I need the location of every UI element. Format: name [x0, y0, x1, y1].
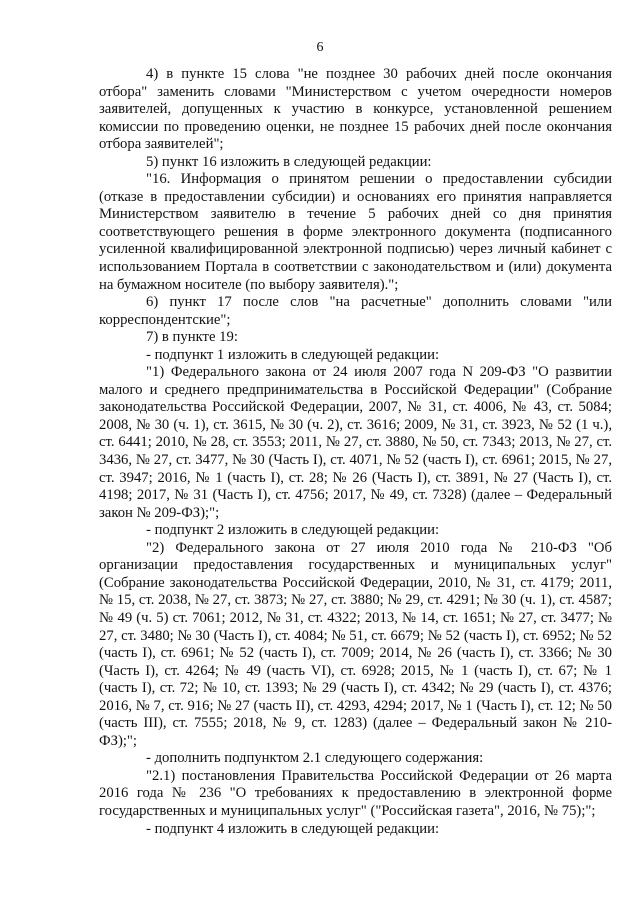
- paragraph-subclause-2-1-text: "2.1) постановления Правительства Российской Федерации от 26 марта 2016 года № 236 "О требованиях к предоставлению в электронной форме государственных и муниципальных услуг" ("Российская газета", 2016, № 75);";: [99, 767, 612, 819]
- paragraph-subclause-4-heading: - подпункт 4 изложить в следующей редакции:: [146, 820, 440, 837]
- paragraph-subclause-2-heading: - подпункт 2 изложить в следующей редакции:: [146, 522, 440, 539]
- paragraph-item-5-heading: 5) пункт 16 изложить в следующей редакции:: [146, 153, 432, 170]
- paragraph-subclause-1-text: "1) Федерального закона от 24 июля 2007 года N 209-ФЗ "О развитии малого и среднего предпринимательства в Российской Федерации" (Собрание законодательства Российской Федерации, 2007, № 31, ст. 4006, № 43, ст. 5084; 2008, № 30 (ч. 1), ст. 3615, № 30 (ч. 2), ст. 3616; 2009, № 31, ст. 3923, № 52 (1 ч.), ст. 6441; 2010, № 28, ст. 3553; 2011, № 27, ст. 3880, № 50, ст. 7343; 2013, № 27, ст. 3436, № 27, ст. 3477, № 30 (Часть I), ст. 4071, № 52 (часть I), ст. 6961; 2015, № 27, ст. 3947; 2016, № 1 (часть I), ст. 28; № 26 (Часть I), ст. 3891, № 27 (Часть I), ст. 4198; 2017, № 31 (Часть I), ст. 4756; 2017, № 49, ст. 7328) (далее – Федеральный закон № 209-ФЗ);";: [99, 364, 612, 521]
- paragraph-subclause-2-1-heading: - дополнить подпунктом 2.1 следующего содержания:: [146, 750, 484, 767]
- paragraph-subclause-1-heading: - подпункт 1 изложить в следующей редакции:: [146, 346, 440, 363]
- paragraph-clause-16-text: "16. Информация о принятом решении о предоставлении субсидии (отказе в предоставлении субсидии) и основаниях его принятия направляется Министерством заявителю в течение 5 рабочих дней со дня принятия соответствующего решения в форме электронного документа (подписанного усиленной квалифицированной электронной подписью) через личный кабинет с использованием Портала в соответствии с законодательством и (или) документа на бумажном носителе (по выбору заявителя).";: [99, 171, 612, 293]
- paragraph-item-7-heading: 7) в пункте 19:: [146, 329, 238, 346]
- paragraph-subclause-2-text: "2) Федерального закона от 27 июля 2010 года № 210-ФЗ "Об организации предоставления государственных и муниципальных услуг" (Собрание законодательства Российской Федерации, 2010, № 31, ст. 4179; 2011, № 15, ст. 2038, № 27, ст. 3873; № 27, ст. 3880; № 29, ст. 4291; № 30 (ч. 1), ст. 4587; № 49 (ч. 5) ст. 7061; 2012, № 31, ст. 4322; 2013, № 14, ст. 1651; № 27, ст. 3477; № 27, ст. 3480; № 30 (Часть I), ст. 4084; № 51, ст. 6679; № 52 (часть I), ст. 6952; № 52 (часть I), ст. 6961; № 52 (часть I), ст. 7009; 2014, № 26 (часть I), ст. 3366; № 30 (Часть I), ст. 4264; № 49 (часть VI), ст. 6928; 2015, № 1 (часть I), ст. 67; № 1 (часть I), ст. 72; № 10, ст. 1393; № 29 (часть I), ст. 4342; № 29 (часть I), ст. 4376; 2016, № 7, ст. 916; № 27 (часть II), ст. 4293, 4294; 2017, № 1 (Часть I), ст. 12; № 50 (часть III), ст. 7555; 2018, № 9, ст. 1283) (далее – Федеральный закон № 210-ФЗ);";: [99, 539, 612, 749]
- document-body: [99, 66, 612, 838]
- page-number: 6: [316, 40, 324, 55]
- paragraph-item-4-clause-15: 4) в пункте 15 слова "не позднее 30 рабочих дней после окончания отбора" заменить словами "Министерством с учетом очередности номеров заявителей, допущенных к участию в конкурсе, установленной решением комиссии по проведению оценки, не позднее 15 рабочих дней после окончания отбора заявителей";: [99, 66, 612, 153]
- paragraph-item-6-clause-17: 6) пункт 17 после слов "на расчетные" дополнить словами "или корреспондентские";: [99, 294, 612, 328]
